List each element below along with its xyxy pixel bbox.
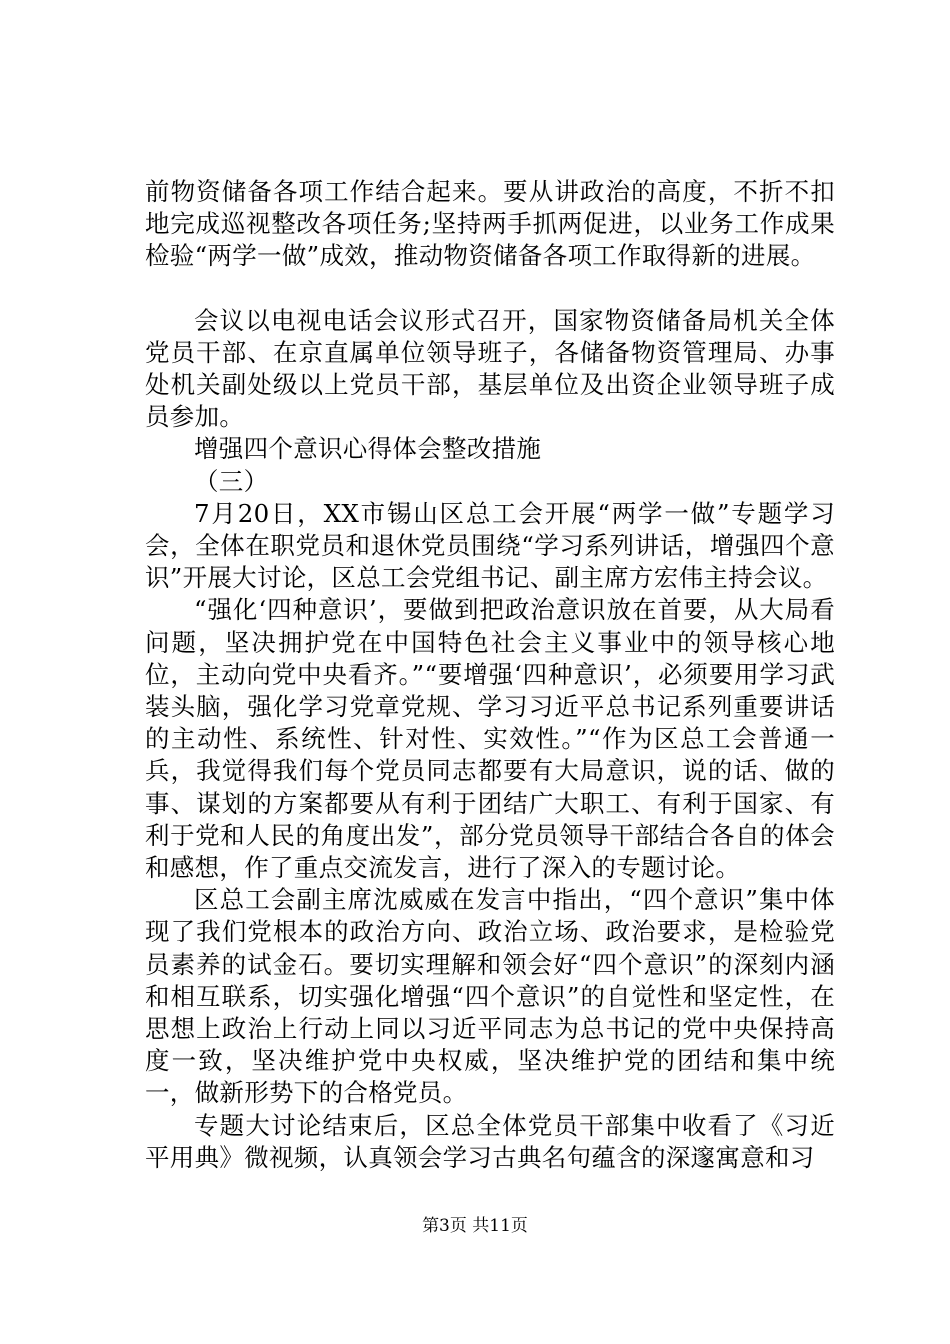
section-heading: 增强四个意识心得体会整改措施: [194, 434, 542, 464]
paragraph-study-session: 7月20日，XX市锡山区总工会开展“两学一做”专题学习会，全体在职党员和退休党员围绕“学习系列讲话，增强四个意识”开展大讨论，区总工会党组书记、副主席方宏伟主持会议。: [145, 498, 835, 593]
paragraph-quotes: “强化‘四种意识’，要做到把政治意识放在首要，从大局看问题，坚决拥护党在中国特色社会主义事业中的领导核心地位，主动向党中央看齐。”“要增强‘四种意识’，必须要用学习武装头脑，强化学习党章党规、学习习近平总书记系列重要讲话的主动性、系统性、针对性、实效性。”“作为区总工会普通一兵，我觉得我们每个党员同志都要有大局意识，说的话、做的事、谋划的方案都要从有利于团结广大职工、有利于国家、有利于党和人民的角度出发”，部分党员领导干部结合各自的体会和感想，作了重点交流发言，进行了深入的专题讨论。: [145, 595, 835, 883]
document-body: [145, 176, 835, 1174]
paragraph-continuation: 前物资储备各项工作结合起来。要从讲政治的高度，不折不扣地完成巡视整改各项任务;坚持两手抓两促进，以业务工作成果检验“两学一做”成效，推动物资储备各项工作取得新的进展。: [145, 177, 835, 271]
section-number: （三）: [194, 466, 269, 496]
page-number-footer: 第3页 共11页: [422, 1216, 528, 1236]
paragraph-gap: [145, 273, 835, 305]
paragraph-vice-chair-speech: 区总工会副主席沈威威在发言中指出，“四个意识”集中体现了我们党根本的政治方向、政治立场、政治要求，是检验党员素养的试金石。要切实理解和领会好“四个意识”的深刻内涵和相互联系，切实强化增强“四个意识”的自觉性和坚定性，在思想上政治上行动上同以习近平同志为总书记的党中央保持高度一致，坚决维护党中央权威，坚决维护党的团结和集中统一，做新形势下的合格党员。: [145, 885, 835, 1108]
paragraph-meeting-attendees: 会议以电视电话会议形式召开，国家物资储备局机关全体党员干部、在京直属单位领导班子，各储备物资管理局、办事处机关副处级以上党员干部，基层单位及出资企业领导班子成员参加。: [145, 305, 835, 432]
paragraph-video-viewing: 专题大讨论结束后，区总全体党员干部集中收看了《习近平用典》微视频，认真领会学习古典名句蕴含的深邃寓意和习: [145, 1110, 835, 1172]
